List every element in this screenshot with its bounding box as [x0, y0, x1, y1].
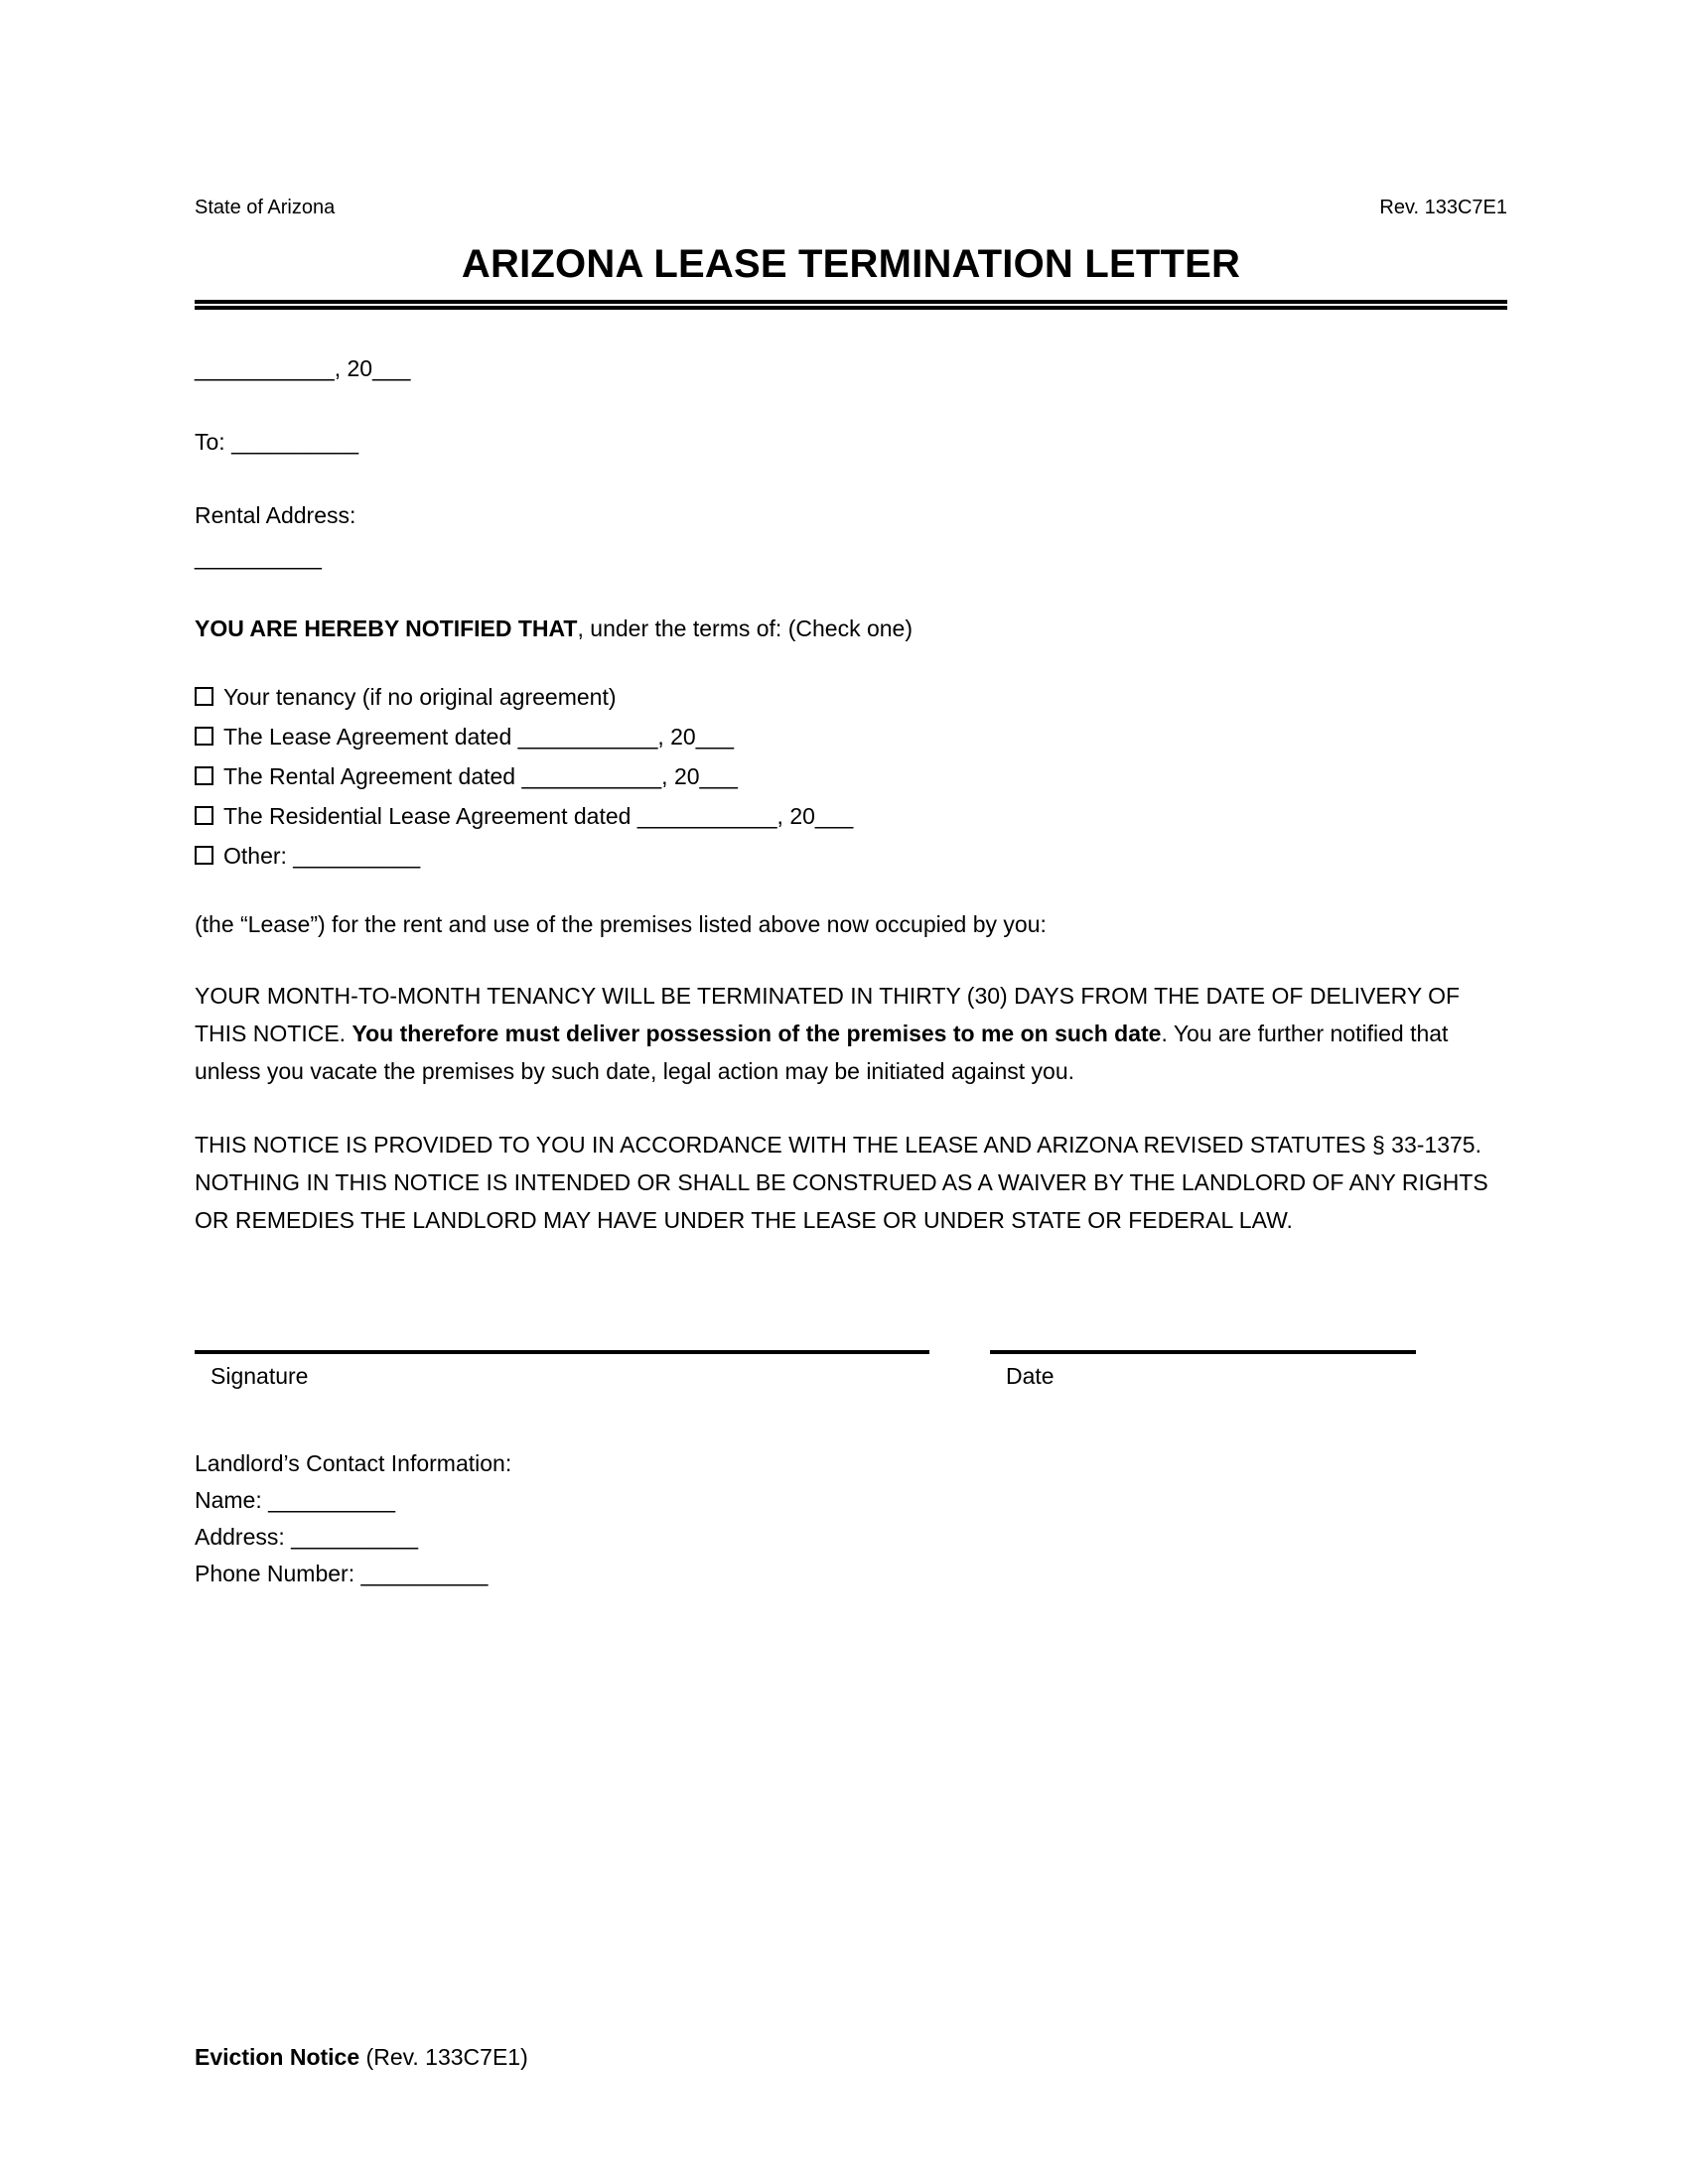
- checklist-label: The Lease Agreement dated ___________, 20___: [223, 724, 735, 750]
- checklist-row-tenancy[interactable]: [195, 677, 1507, 717]
- statute-paragraph: THIS NOTICE IS PROVIDED TO YOU IN ACCORDANCE WITH THE LEASE AND ARIZONA REVISED STATUTES § 33-1375. NOTHING IN THIS NOTICE IS INTENDED OR SHALL BE CONSTRUED AS A WAIVER BY THE LANDLORD OF ANY RIGHTS OR REMEDIES THE LANDLORD MAY HAVE UNDER THE LEASE OR UNDER STATE OR FEDERAL LAW.: [195, 1132, 1488, 1233]
- checklist-label: Other: __________: [223, 843, 421, 869]
- termination-part-1: YOUR MONTH-TO-MONTH TENANCY WILL BE TERMINATED IN THIRTY (30) DAYS FROM THE DATE OF DELIVERY OF THIS NOTICE.: [195, 983, 1461, 1046]
- landlord-contact-heading: Landlord’s Contact Information:: [195, 1450, 512, 1476]
- signature-label: Signature: [211, 1363, 309, 1389]
- landlord-contact-block: [195, 1445, 1507, 1592]
- checkbox-icon[interactable]: [195, 727, 213, 746]
- termination-part-2: . You are further notified that unless you vacate the premises by such date, legal action may be initiated against you.: [195, 1021, 1449, 1084]
- document-header: [195, 195, 1507, 228]
- checklist-label: Your tenancy (if no original agreement): [223, 684, 617, 710]
- termination-paragraph: [195, 977, 1507, 1090]
- page-footer: [195, 2041, 528, 2073]
- header-double-rule: [195, 300, 1507, 310]
- checkbox-icon[interactable]: [195, 806, 213, 825]
- landlord-address-row: Address: __________: [195, 1524, 419, 1550]
- signature-rule[interactable]: [195, 1350, 929, 1354]
- checklist-row-lease-agreement[interactable]: [195, 717, 1507, 756]
- termination-bold-clause: You therefore must deliver possession of the premises to me on such date: [352, 1021, 1162, 1046]
- date-rule[interactable]: [990, 1350, 1416, 1354]
- checklist-row-residential-lease-agreement[interactable]: [195, 796, 1507, 836]
- hereby-notified-rest: , under the terms of: (Check one): [577, 615, 913, 641]
- hereby-notified-bold: YOU ARE HEREBY NOTIFIED THAT: [195, 615, 578, 641]
- checklist-row-other[interactable]: [195, 836, 1507, 876]
- landlord-name-row: Name: __________: [195, 1487, 396, 1513]
- footer-revision: (Rev. 133C7E1): [359, 2044, 528, 2070]
- checkbox-icon[interactable]: [195, 846, 213, 865]
- page-title: ARIZONA LEASE TERMINATION LETTER: [461, 242, 1241, 286]
- checklist-row-rental-agreement[interactable]: [195, 756, 1507, 796]
- recipient-line: To: __________: [195, 429, 358, 455]
- terms-checklist: [195, 677, 1507, 876]
- signature-block: [195, 1350, 1507, 1424]
- checkbox-icon[interactable]: [195, 687, 213, 706]
- rental-address-label: Rental Address:: [195, 502, 356, 528]
- checklist-label: The Rental Agreement dated ___________, 20___: [223, 763, 738, 789]
- landlord-phone-row: Phone Number: __________: [195, 1561, 489, 1586]
- rental-address-blank: __________: [195, 544, 322, 570]
- checklist-label: The Residential Lease Agreement dated ___________, 20___: [223, 803, 854, 829]
- checkbox-icon[interactable]: [195, 766, 213, 785]
- date-label: Date: [1006, 1363, 1055, 1389]
- date-blank-line: ___________, 20___: [195, 355, 411, 381]
- document-content: [195, 0, 1507, 1592]
- footer-title: Eviction Notice: [195, 2044, 360, 2070]
- lease-definition-line: (the “Lease”) for the rent and use of the premises listed above now occupied by you:: [195, 911, 1047, 937]
- revision-label: Rev. 133C7E1: [1379, 197, 1507, 218]
- hereby-notified-line: [195, 612, 1507, 645]
- state-label: State of Arizona: [195, 197, 336, 218]
